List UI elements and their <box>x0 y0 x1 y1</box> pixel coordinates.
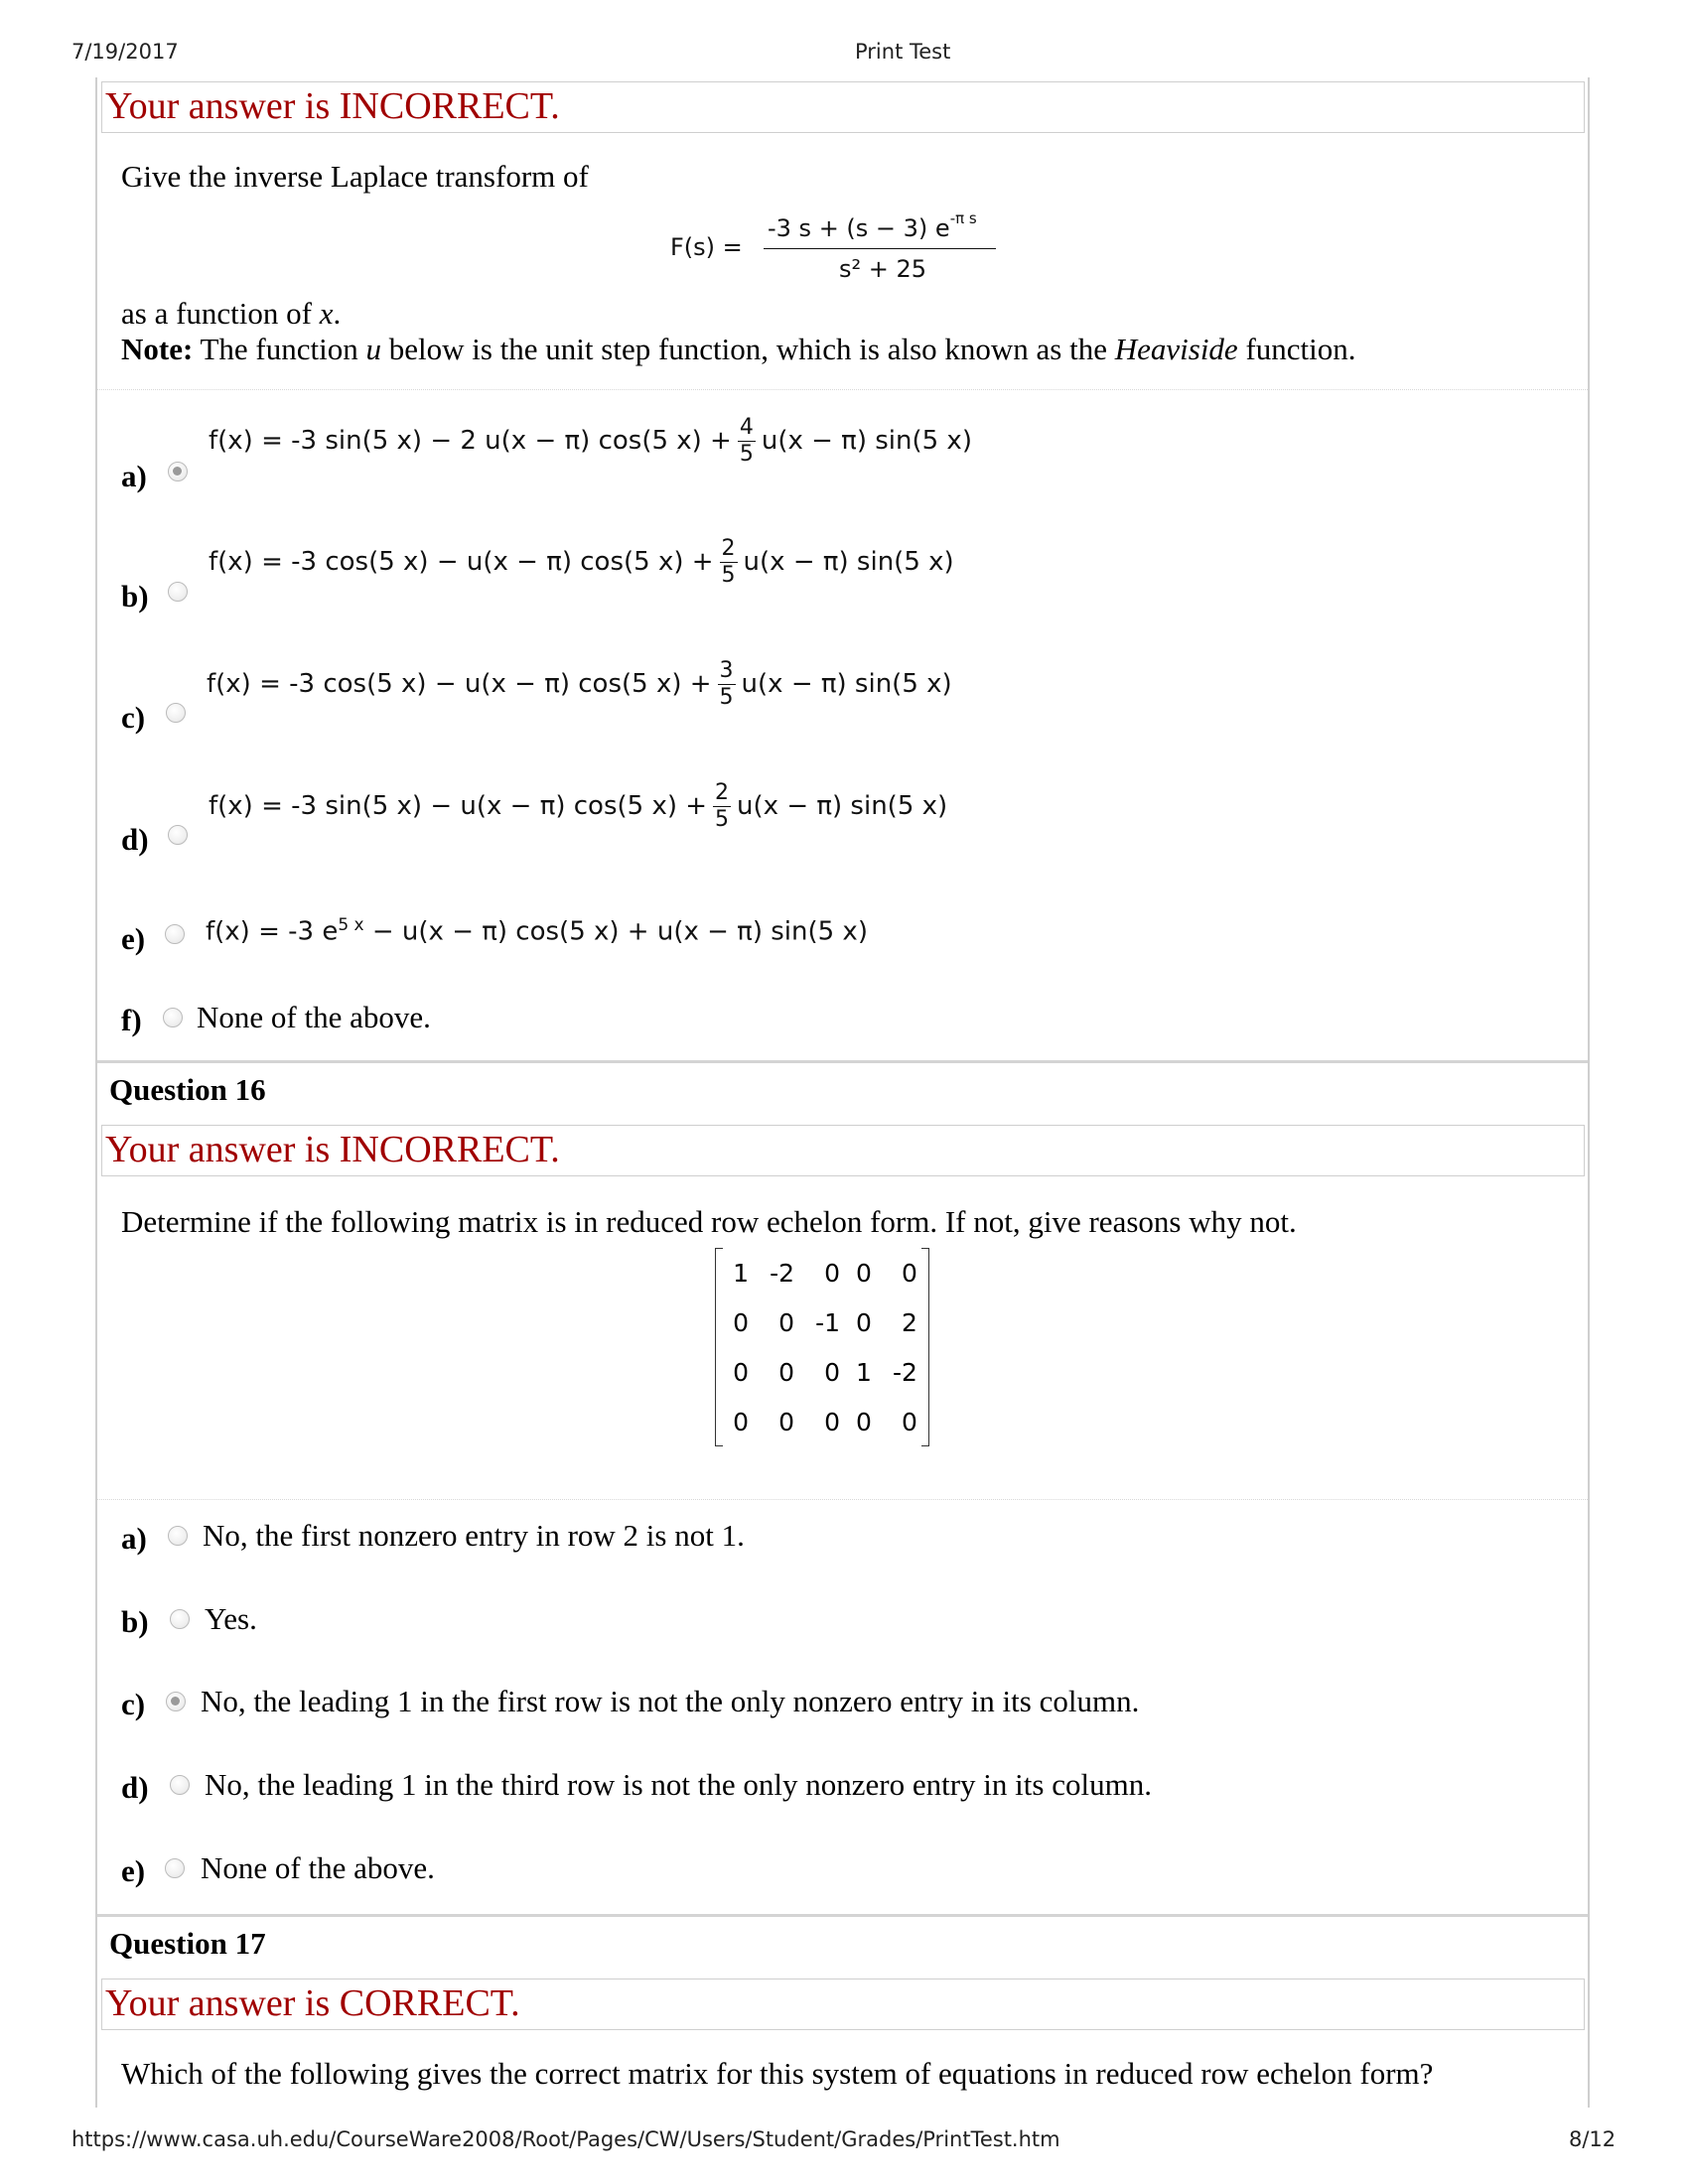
matrix-cell: -2 <box>770 1258 794 1288</box>
matrix-cell: 0 <box>778 1357 794 1387</box>
q16-option-e-text: None of the above. <box>201 1850 435 1885</box>
q15-note: Note: The function u below is the unit step function, which is also known as the Heaviside function. <box>121 332 1356 366</box>
matrix-left-bracket <box>715 1248 723 1446</box>
q16-matrix <box>719 1248 925 1446</box>
fraction: $\frac{3}{5}$ <box>719 658 734 710</box>
q15-option-e-radio[interactable] <box>165 924 185 944</box>
q16-divider <box>97 1499 1588 1500</box>
matrix-cell: 1 <box>856 1357 872 1387</box>
q15-option-a-radio[interactable] <box>168 462 188 481</box>
question-frame <box>95 77 1590 2108</box>
q16-result-banner: Your answer is INCORRECT. <box>101 1125 1585 1176</box>
matrix-cell: 0 <box>733 1407 749 1436</box>
matrix-row <box>719 1347 925 1397</box>
q16-option-e-label: e) <box>121 1853 146 1888</box>
q15-divider <box>97 389 1588 390</box>
q16-option-c-radio[interactable] <box>166 1692 186 1711</box>
q15-option-c-label: c) <box>121 700 146 735</box>
q15-option-f-label: f) <box>121 1003 142 1037</box>
q15-option-e-label: e) <box>121 921 146 956</box>
question-separator <box>97 1060 1588 1063</box>
q16-option-b-radio[interactable] <box>170 1609 190 1629</box>
matrix-cell: 0 <box>856 1407 872 1436</box>
q17-result-banner: Your answer is CORRECT. <box>101 1979 1585 2030</box>
formula-exponent: -π s <box>949 209 977 227</box>
q15-option-b-label: b) <box>121 579 149 614</box>
matrix-row <box>719 1397 925 1446</box>
matrix-cell: 0 <box>733 1307 749 1337</box>
formula-numerator: -3 s + (s − 3) $e^{-\pi s}$ <box>768 209 977 242</box>
q15-option-b-expression: f(x) = -3 cos(5 x) − u(x − π) cos(5 x) + $\frac{2}{5}$ u(x − π) sin(5 x) <box>209 536 954 588</box>
q16-option-e-radio[interactable] <box>165 1858 185 1878</box>
page-number: 8/12 <box>1569 2127 1617 2151</box>
q16-option-a-radio[interactable] <box>168 1526 188 1546</box>
q16-title: Question 16 <box>109 1072 266 1107</box>
matrix-cell: 0 <box>856 1307 872 1337</box>
page-url[interactable]: https://www.casa.uh.edu/CourseWare2008/Root/Pages/CW/Users/Student/Grades/PrintTest.htm <box>71 2127 1060 2151</box>
q16-option-a-text: No, the first nonzero entry in row 2 is not 1. <box>203 1518 745 1553</box>
matrix-cell: 0 <box>856 1258 872 1288</box>
q15-option-f-radio[interactable] <box>163 1008 183 1027</box>
q16-option-b-label: b) <box>121 1604 149 1639</box>
q15-option-a-label: a) <box>121 459 147 493</box>
q15-option-d-radio[interactable] <box>168 825 188 845</box>
matrix-cell: 2 <box>902 1307 917 1337</box>
matrix-right-bracket <box>921 1248 929 1446</box>
q16-prompt: Determine if the following matrix is in reduced row echelon form. If not, give reasons why not. <box>121 1204 1297 1239</box>
question-separator <box>97 1914 1588 1917</box>
matrix-cell: 0 <box>824 1357 840 1387</box>
q16-option-b-text: Yes. <box>205 1601 257 1636</box>
matrix-cell: 0 <box>824 1407 840 1436</box>
matrix-cell: 1 <box>733 1258 749 1288</box>
q16-option-c-label: c) <box>121 1687 146 1721</box>
q16-option-a-label: a) <box>121 1521 147 1556</box>
q15-result-banner: Your answer is INCORRECT. <box>101 81 1585 133</box>
matrix-cell: -2 <box>892 1357 917 1387</box>
matrix-row <box>719 1297 925 1347</box>
formula-lhs: F(s) = <box>670 233 743 261</box>
exponent: 5 x <box>338 915 364 935</box>
matrix-cell: 0 <box>902 1407 917 1436</box>
q15-option-a-expression: f(x) = -3 sin(5 x) − 2 u(x − π) cos(5 x) + $\frac{4}{5}$ u(x − π) sin(5 x) <box>209 415 972 467</box>
fraction: $\frac{2}{5}$ <box>721 536 736 588</box>
matrix-cell: 0 <box>778 1407 794 1436</box>
q15-formula <box>670 204 1008 293</box>
q15-option-d-expression: f(x) = -3 sin(5 x) − u(x − π) cos(5 x) + $\frac{2}{5}$ u(x − π) sin(5 x) <box>209 780 948 832</box>
q15-option-f-text: None of the above. <box>197 1000 431 1034</box>
q15-variable-line: as a function of x. <box>121 296 342 331</box>
matrix-cell: 0 <box>733 1357 749 1387</box>
fraction: $\frac{2}{5}$ <box>715 780 730 832</box>
q17-title: Question 17 <box>109 1926 266 1961</box>
print-title: Print Test <box>855 40 951 64</box>
matrix-cell: 0 <box>778 1307 794 1337</box>
q17-prompt: Which of the following gives the correct matrix for this system of equations in reduced row echelon form? <box>121 2056 1434 2091</box>
q16-option-d-text: No, the leading 1 in the third row is not the only nonzero entry in its column. <box>205 1767 1152 1802</box>
q15-option-c-expression: f(x) = -3 cos(5 x) − u(x − π) cos(5 x) + $\frac{3}{5}$ u(x − π) sin(5 x) <box>207 658 952 710</box>
matrix-cell: 0 <box>902 1258 917 1288</box>
fraction: $\frac{4}{5}$ <box>739 415 754 467</box>
formula-fraction-bar <box>764 248 996 249</box>
q15-option-d-label: d) <box>121 822 149 857</box>
q15-option-e-expression: f(x) = -3 $e^{5 x} - u(x - \pi)$ cos(5 x) + u(x − π) sin(5 x) <box>206 915 868 947</box>
q15-prompt: Give the inverse Laplace transform of <box>121 159 589 194</box>
matrix-cell: 0 <box>824 1258 840 1288</box>
print-date: 7/19/2017 <box>71 40 179 64</box>
q16-option-d-label: d) <box>121 1770 149 1805</box>
q16-option-c-text: No, the leading 1 in the first row is not the only nonzero entry in its column. <box>201 1684 1140 1718</box>
q15-option-b-radio[interactable] <box>168 582 188 602</box>
q16-option-d-radio[interactable] <box>170 1775 190 1795</box>
formula-denominator: s² + 25 <box>839 255 927 283</box>
matrix-row <box>719 1248 925 1297</box>
matrix-cell: -1 <box>815 1307 840 1337</box>
q15-option-c-radio[interactable] <box>166 703 186 723</box>
